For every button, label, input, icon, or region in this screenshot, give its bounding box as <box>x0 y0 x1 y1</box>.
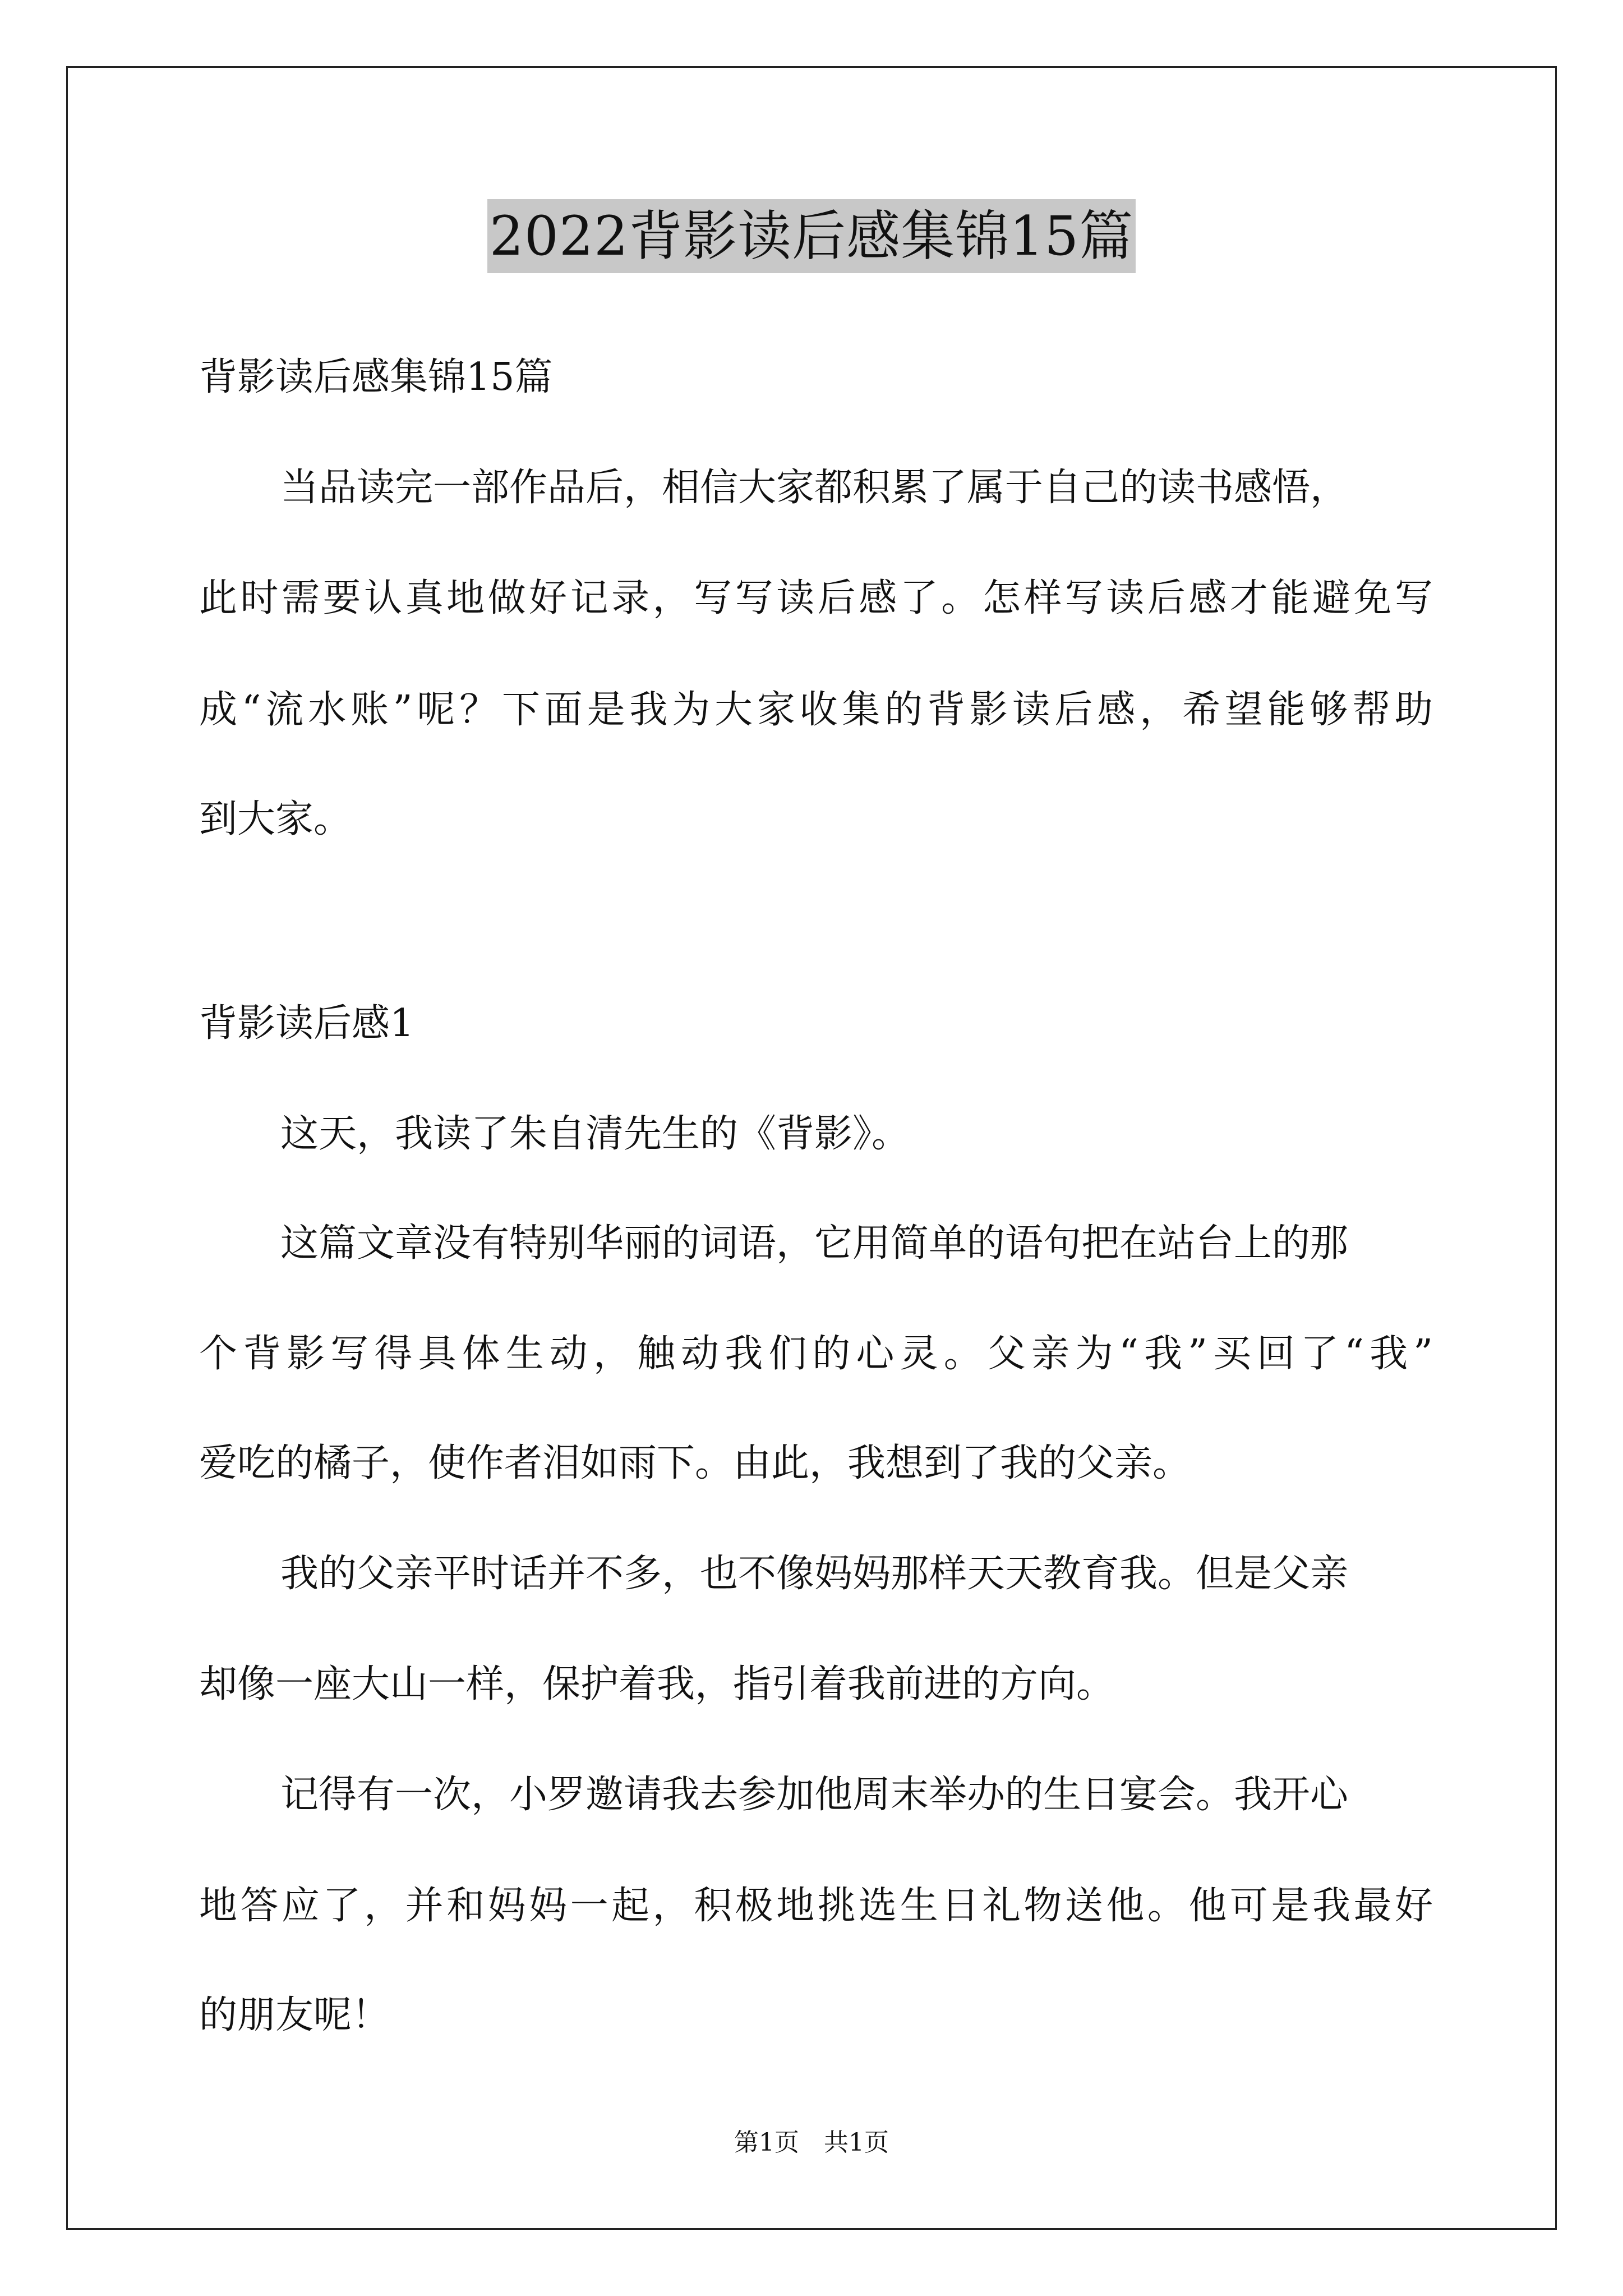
body-line-7: 记得有一次，小罗邀请我去参加他周末举办的生日宴会。我开心 <box>280 1773 1349 1817</box>
body-line-1: 这天，我读了朱自清先生的《背影》。 <box>280 1112 910 1156</box>
body-line-5: 我的父亲平时话并不多，也不像妈妈那样天天教育我。但是父亲 <box>280 1552 1349 1596</box>
document-subtitle: 背影读后感集锦15篇 <box>199 355 553 399</box>
body-line-6: 却像一座大山一样，保护着我，指引着我前进的方向。 <box>199 1662 1115 1706</box>
body-line-2: 这篇文章没有特别华丽的词语，它用简单的语句把在站台上的那 <box>280 1221 1349 1266</box>
body-line-9: 的朋友呢！ <box>199 1993 390 2037</box>
intro-line-3: 成“流水账”呢？下面是我为大家收集的背影读后感，希望能够帮助 <box>199 688 1433 732</box>
body-line-4: 爱吃的橘子，使作者泪如雨下。由此，我想到了我的父亲。 <box>199 1441 1191 1485</box>
intro-line-1: 当品读完一部作品后，相信大家都积累了属于自己的读书感悟， <box>280 466 1349 510</box>
document-title: 2022背影读后感集锦15篇 <box>487 199 1136 273</box>
intro-line-4: 到大家。 <box>199 797 352 841</box>
body-line-3: 个背影写得具体生动，触动我们的心灵。父亲为“我”买回了“我” <box>199 1332 1433 1376</box>
title-container <box>0 199 1623 273</box>
body-line-8: 地答应了，并和妈妈一起，积极地挑选生日礼物送他。他可是我最好 <box>199 1884 1433 1928</box>
section-heading: 背影读后感1 <box>199 1001 414 1046</box>
page-footer: 第1页 共1页 <box>734 2128 889 2157</box>
intro-line-2: 此时需要认真地做好记录，写写读后感了。怎样写读后感才能避免写 <box>199 576 1433 620</box>
